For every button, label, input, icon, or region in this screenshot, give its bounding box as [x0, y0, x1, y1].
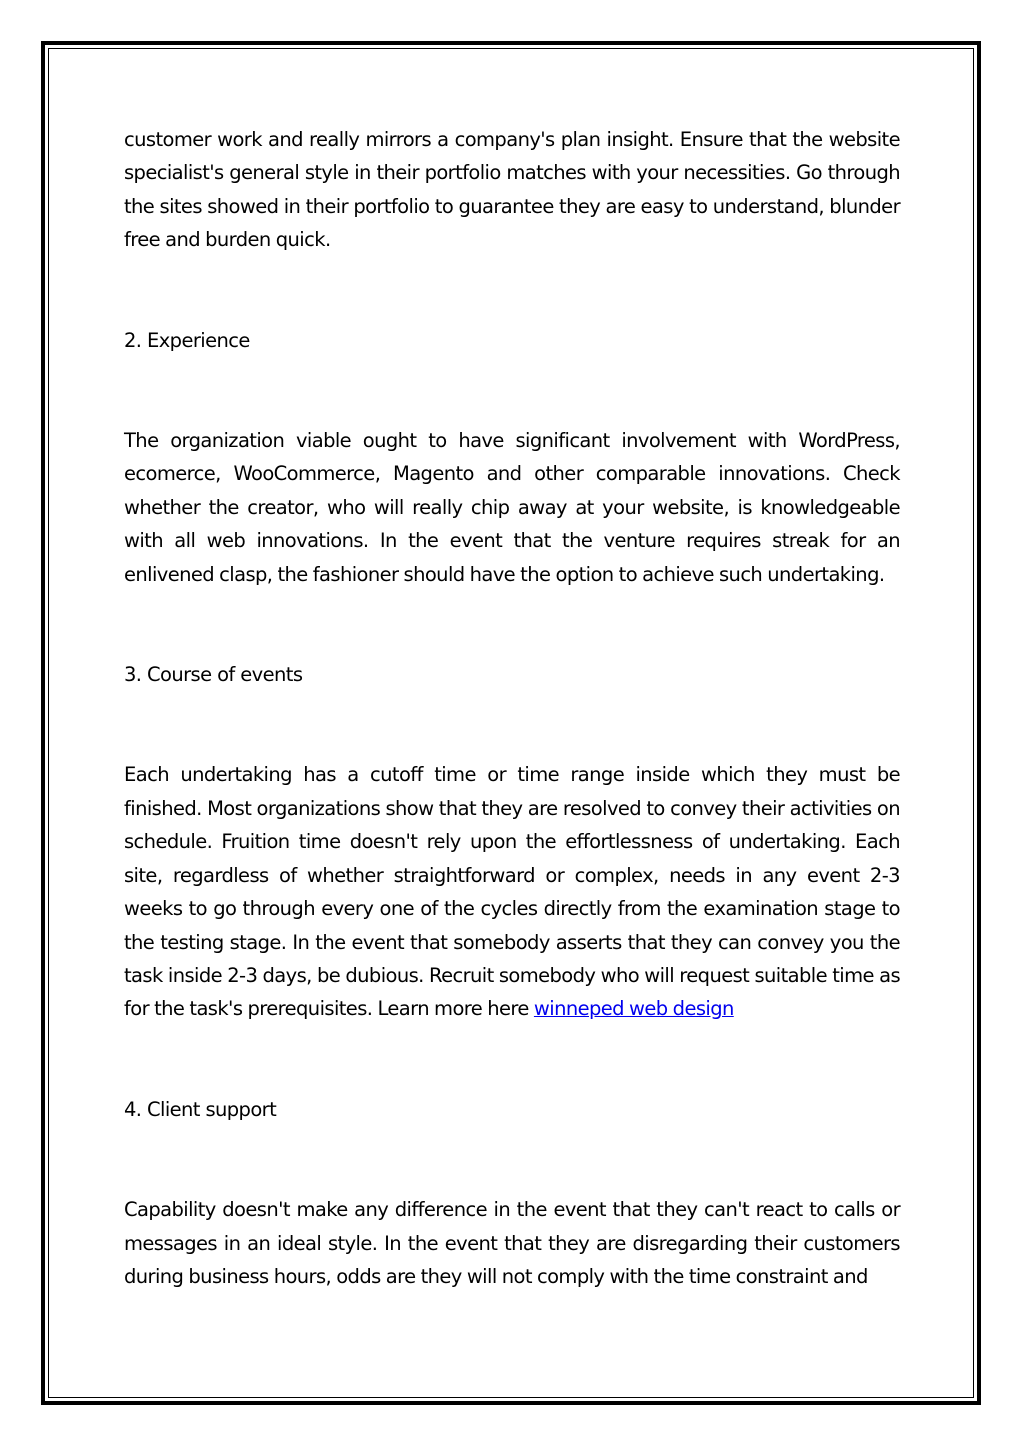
- paragraph-portfolio: customer work and really mirrors a company's plan insight. Ensure that the website specialist's general style in their portfolio matches with your necessities. Go through the sites showed in their portfolio to guarantee they are easy to understand, blunder free and burden quick.: [124, 128, 900, 252]
- paragraph-client-support: Capability doesn't make any difference in the event that they can't react to calls or messages in an ideal style. In the event that they are disregarding their customers during business hours, odds are they will not comply with the time constraint and: [124, 1198, 900, 1288]
- paragraph-course-of-events: [124, 758, 900, 1025]
- heading-experience: 2. Experience: [124, 328, 250, 352]
- document-body: [124, 123, 900, 1293]
- heading-course-of-events: 3. Course of events: [124, 663, 303, 687]
- heading-client-support: 4. Client support: [124, 1097, 277, 1121]
- paragraph-course-of-events-text: Each undertaking has a cutoff time or time range inside which they must be finished. Most organizations show that they are resolved to convey their activities on schedule. Fruition time doesn't rely upon the effortlessness of undertaking. Each site, regardless of whether straightforward or complex, needs in any event 2-3 weeks to go through every one of the cycles directly from the examination stage to the testing stage. In the event that somebody asserts that they can convey you the task inside 2-3 days, be dubious. Recruit somebody who will request suitable time as for the task's prerequisites. Learn more here: [124, 763, 900, 1021]
- winneped-web-design-link[interactable]: winneped web design: [533, 997, 734, 1021]
- paragraph-experience: The organization viable ought to have significant involvement with WordPress, ecomerce, WooCommerce, Magento and other comparable innovations. Check whether the creator, who will really chip away at your website, is knowledgeable with all web innovations. In the event that the venture requires streak for an enlivened clasp, the fashioner should have the option to achieve such undertaking.: [124, 429, 900, 586]
